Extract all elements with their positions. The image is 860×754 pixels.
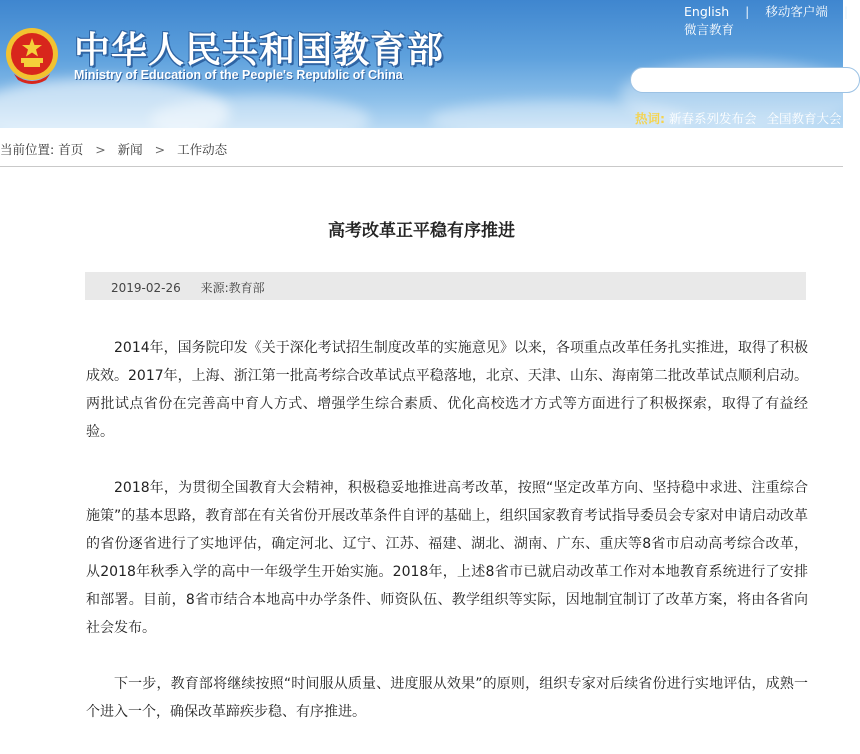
link-separator: | xyxy=(843,4,849,19)
breadcrumb-prefix: 当前位置: xyxy=(0,142,55,157)
english-link[interactable]: English xyxy=(684,4,730,19)
mobile-client-link[interactable]: 移动客户端 xyxy=(765,4,828,19)
article-paragraph: 2018年，为贯彻全国教育大会精神，积极稳妥地推进高考改革，按照“坚定改革方向、坚持稳中求进、注重综合施策”的基本思路，教育部在有关省份开展改革条件自评的基础上，组织国家教育考试指导委员会专家对申请启动改革的省份逐省进行了实地评估，确定河北、辽宁、江苏、福建、湖北、湖南、广东、重庆等8省市启动高考综合改革，从2018年秋季入学的高中一年级学生开始实施。2018年，上述8省市已就启动改革工作对本地教育系统进行了安排和部署。目前，8省市结合本地高中办学条件、师资队伍、教学组织等实际，因地制宜制订了改革方案，将由各省向社会发布。 xyxy=(86,480,808,636)
article-paragraph: 2014年，国务院印发《关于深化考试招生制度改革的实施意见》以来，各项重点改革任务扎实推进，取得了积极成效。2017年，上海、浙江第一批高考综合改革试点平稳落地，北京、天津、山东、海南第二批改革试点顺利启动。两批试点省份在完善高中育人方式、增强学生综合素质、优化高校选才方式等方面进行了积极探索，取得了有益经验。 xyxy=(86,340,808,440)
article-title: 高考改革正平稳有序推进 xyxy=(328,221,515,241)
article-body xyxy=(86,334,808,754)
site-subtitle: Ministry of Education of the People's Republic of China xyxy=(74,68,403,82)
search-input[interactable] xyxy=(630,67,860,93)
article-meta xyxy=(85,272,806,300)
divider xyxy=(0,166,843,167)
article-source: 来源:教育部 xyxy=(200,281,265,295)
national-emblem-icon xyxy=(4,26,60,86)
site-title[interactable]: 中华人民共和国教育部 xyxy=(74,30,445,71)
breadcrumb xyxy=(0,128,843,166)
article-paragraph: 下一步，教育部将继续按照“时间服从质量、进度服从效果”的原则，组织专家对后续省份进行实地评估，成熟一个进入一个，确保改革蹄疾步稳、有序推进。 xyxy=(86,676,808,720)
link-separator: | xyxy=(745,4,750,19)
hot-words xyxy=(635,109,848,127)
wechat-link[interactable]: 微言教育 xyxy=(684,22,735,37)
hot-word-link[interactable]: 全国教育大会 xyxy=(766,111,842,126)
site-header xyxy=(0,0,849,128)
breadcrumb-item-news[interactable]: 新闻 xyxy=(117,142,143,157)
breadcrumb-item-home[interactable]: 首页 xyxy=(58,142,84,157)
chevron-right-icon: > xyxy=(95,142,106,157)
top-links xyxy=(684,2,860,20)
chevron-right-icon: > xyxy=(154,142,166,157)
breadcrumb-item-work[interactable]: 工作动态 xyxy=(177,142,228,157)
article-date: 2019-02-26 xyxy=(111,281,181,295)
hot-words-label: 热词: xyxy=(635,111,665,126)
hot-word-link[interactable]: 新春系列发布会 xyxy=(668,111,757,126)
